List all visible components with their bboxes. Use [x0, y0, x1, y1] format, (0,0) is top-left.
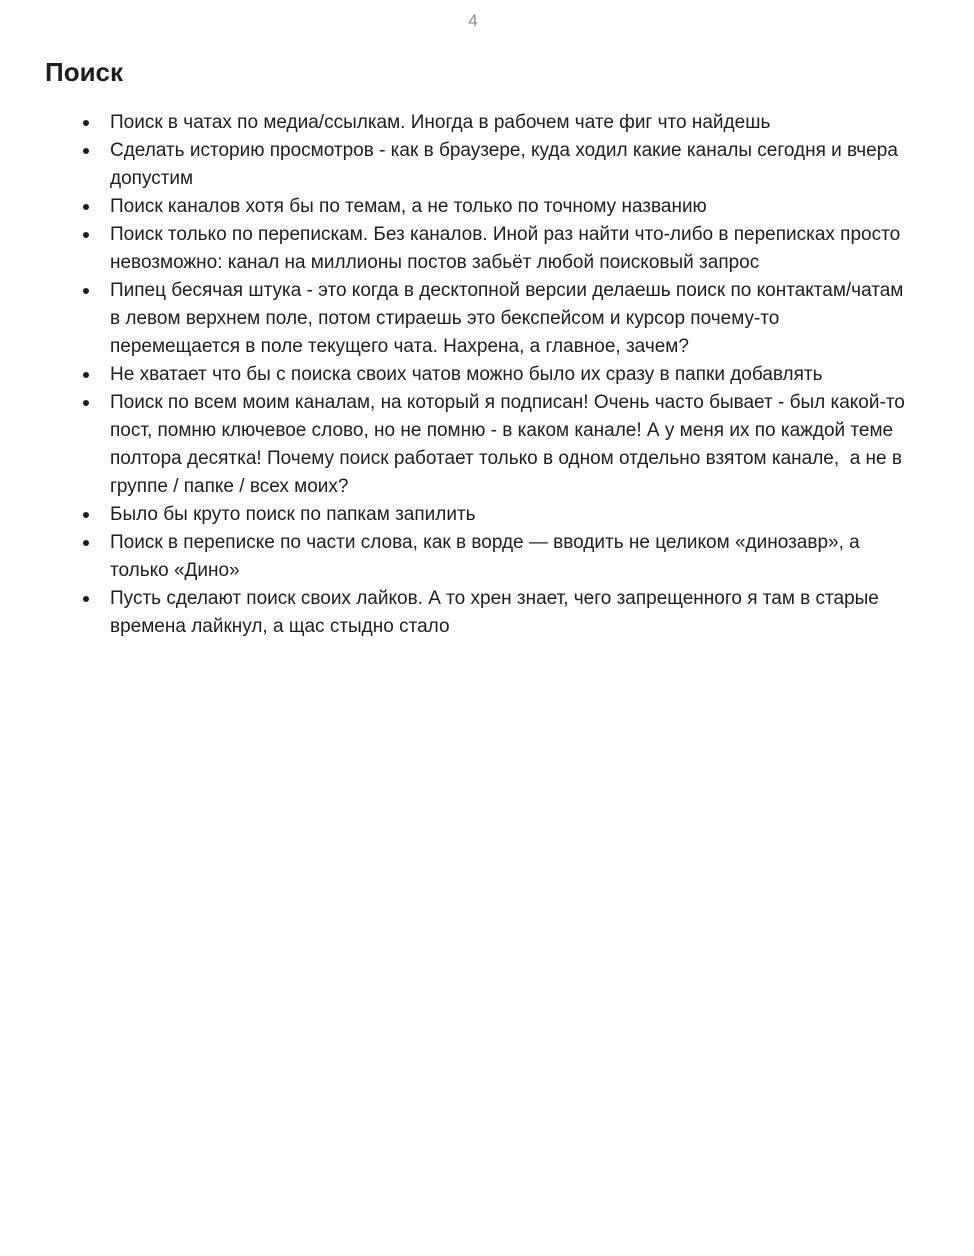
list-item: Поиск по всем моим каналам, на который я подписан! Очень часто бывает - был какой-то пост, помню ключевое слово, но не помню - в каком канале! А у меня их по каждой теме полтора десятка! Почему поиск работает только в одном отдельно взятом канале, а не в группе / папке / всех моих?	[45, 389, 910, 501]
bullet-list	[0, 109, 974, 641]
page-number: 4	[468, 11, 478, 30]
list-item: Не хватает что бы с поиска своих чатов можно было их сразу в папки добавлять	[45, 361, 910, 389]
list-item: Поиск в чатах по медиа/ссылкам. Иногда в рабочем чате фиг что найдешь	[45, 109, 910, 137]
list-item: Поиск каналов хотя бы по темам, а не только по точному названию	[45, 193, 910, 221]
list-item: Пусть сделают поиск своих лайков. А то хрен знает, чего запрещенного я там в старые времена лайкнул, а щас стыдно стало	[45, 585, 910, 641]
page-title: Поиск	[45, 57, 124, 87]
list-item: Сделать историю просмотров - как в браузере, куда ходил какие каналы сегодня и вчера допустим	[45, 137, 910, 193]
list-item: Пипец бесячая штука - это когда в десктопной версии делаешь поиск по контактам/чатам в левом верхнем поле, потом стираешь это бекспейсом и курсор почему-то перемещается в поле текущего чата. Нахрена, а главное, зачем?	[45, 277, 910, 361]
list-item: Поиск только по перепискам. Без каналов. Иной раз найти что-либо в переписках просто невозможно: канал на миллионы постов забьёт любой поисковый запрос	[45, 221, 910, 277]
list-item: Было бы круто поиск по папкам запилить	[45, 501, 910, 529]
list-item: Поиск в переписке по части слова, как в ворде — вводить не целиком «динозавр», а только «Дино»	[45, 529, 910, 585]
